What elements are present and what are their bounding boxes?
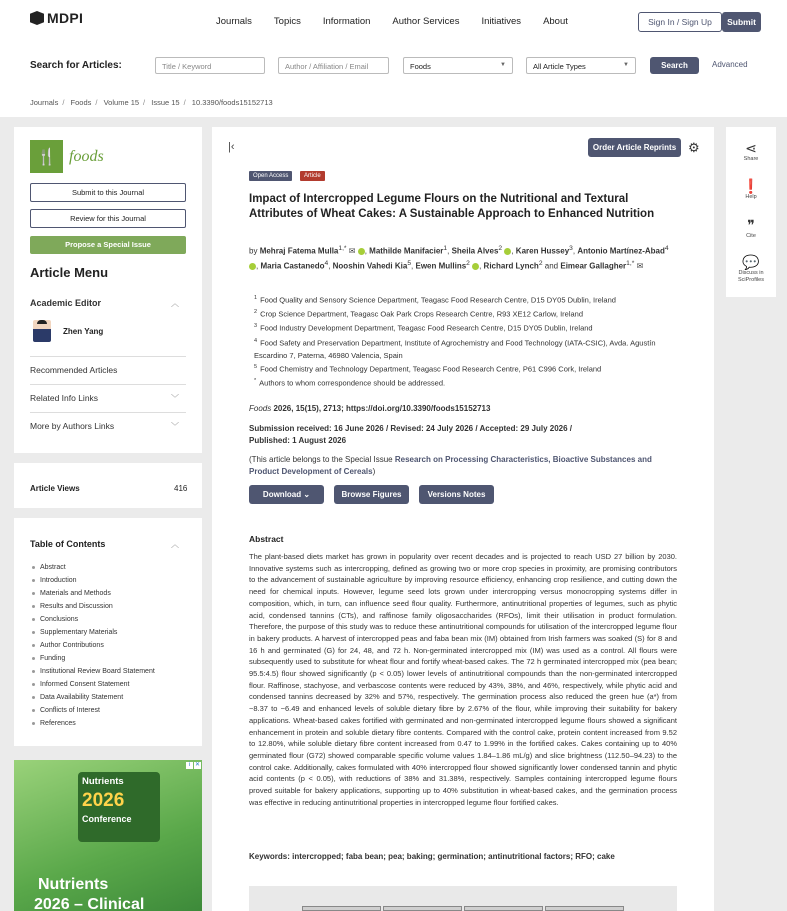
nav-initiatives[interactable]: Initiatives <box>481 16 522 27</box>
article-views-count: 416 <box>174 484 188 493</box>
chevron-up-icon[interactable]: ︿ <box>171 299 179 308</box>
chevron-down-icon: ▼ <box>500 62 506 68</box>
nav-information[interactable]: Information <box>322 16 371 27</box>
related-info-links[interactable]: Related Info Links <box>30 393 99 403</box>
toc-item[interactable]: Informed Consent Statement <box>32 678 155 691</box>
author-link[interactable]: Ewen Mullins <box>415 261 467 271</box>
affiliation: $^1$ Food Quality and Sensory Science Department, Teagasc Food Research Centre, D15 DY05 Dublin, Ireland <box>254 295 616 305</box>
article-title: Impact of Intercropped Legume Flours on the Nutritional and Textural Attributes of Wheat Cakes: A Sustainable Approach to Enhanced Nutrition <box>249 193 655 220</box>
sign-in-button[interactable]: Sign In / Sign Up <box>638 12 722 32</box>
author-link[interactable]: Maria Castanedo <box>260 261 325 271</box>
nav-about[interactable]: About <box>543 16 568 27</box>
special-issue-link[interactable]: Research on Processing Characteristics, Bioactive Substances and Product Development of Cereals <box>249 455 652 476</box>
advanced-search-link[interactable]: Advanced <box>712 60 748 69</box>
editor-name[interactable]: Zhen Yang <box>63 327 104 336</box>
breadcrumb-foods[interactable]: Foods <box>70 98 92 107</box>
top-bar <box>0 0 787 46</box>
article-menu-title: Article Menu <box>30 265 109 280</box>
open-access-badge: Open Access <box>249 171 292 181</box>
breadcrumb-issue[interactable]: Issue 15 <box>151 98 180 107</box>
author-link[interactable]: Mathilde Manifacier <box>369 246 444 256</box>
divider <box>30 384 186 385</box>
nav-journals[interactable]: Journals <box>216 16 252 27</box>
toc-item[interactable]: Data Availability Statement <box>32 691 155 704</box>
affiliation: * Authors to whom correspondence should be addressed. <box>254 378 446 388</box>
author-link[interactable]: Mehraj Fatema Mulla <box>259 246 339 256</box>
toc-item[interactable]: Funding <box>32 652 155 665</box>
divider <box>30 356 186 357</box>
orcid-icon[interactable] <box>358 248 365 255</box>
toc-title[interactable]: Table of Contents <box>30 539 106 549</box>
help-icon: ❗ <box>742 178 760 194</box>
more-by-authors-links[interactable]: More by Authors Links <box>30 421 115 431</box>
browse-figures-button[interactable]: Browse Figures <box>334 485 409 504</box>
propose-special-issue-button[interactable]: Propose a Special Issue <box>30 236 186 254</box>
gear-icon[interactable]: ⚙ <box>688 140 700 155</box>
nav-author-services[interactable]: Author Services <box>392 16 460 27</box>
collapse-sidebar-icon[interactable]: |‹ <box>228 141 235 153</box>
author-link[interactable]: Sheila Alves <box>451 246 499 256</box>
ad-info-icon[interactable]: i <box>186 762 193 769</box>
conference-ad-banner[interactable]: Nutrients 2026 Conference Nutrients 2026 – Clinical i ✕ <box>14 760 202 911</box>
author-list: by Mehraj Fatema Mulla$^{1,*}$ ✉ , Mathilde Manifacier$^1$, Sheila Alves$^2$ , Karen Hussey$^3$, Antonio Martínez-Abad$^4$ , Maria Castanedo$^4$, Nooshin Vahedi Kia$^5$, Ewen Mullins$^2$ , Richard Lynch$^2$ and Eimear Gallagher$^{1,*}$ ✉ <box>249 245 669 271</box>
mdpi-logo[interactable]: MDPI <box>30 10 83 26</box>
review-for-journal-button[interactable]: Review for this Journal <box>30 209 186 228</box>
ad-close-icon[interactable]: ✕ <box>194 762 201 768</box>
citation-line: Foods 2026, 15(15), 2713; https://doi.org/10.3390/foods15152713 <box>249 404 491 413</box>
mail-icon[interactable]: ✉ <box>348 246 356 256</box>
abstract-text: The plant-based diets market has grown in popularity over recent decades and is projected to reach USD 27 billion by 2030. Innovative systems such as intercropping, defined as growing two or more crop species in proximity, are promising contributors to the advancement of sustainable agriculture by improving resource efficiency, enhancing crop resilience, and cutting down the need for chemical inputs. However, legume seed lots grown under intercropping versus monocropping systems differ in composition, which, in turn, can influence seed flour quality. Furthermore, antinutritional properties of legumes, such as phytic acid, condensed tannins (CTs), and raffinose family oligosaccharides (RFOs), limit their utilisation in product formulation. Therefore, the purpose of this study was to reduce these antinutritional compounds for utilisation of the intercropped legume flour in bakery products. A harvest of intercropped peas and faba bean mix (IM) obtained from Irish farmers was soaked (S) for 8 and 16 h and germinated (G) for 24, 48, and 72 h. Non-germinated intercropped mix (IM) was used as a control. All flours were subsequently used to substitute for wheat flour and fortify wheat-based cakes. The 72 h germinated intercropped mix (pea bean; 95.5:4.5) flour showed significantly (p < 0.05) lower levels of antinutritional compounds than the non-germinated intercropped flour. Raffinose, stachyose, and verbascose contents were reduced by 43%, 38%, and 46%, respectively, while phytic acid and condensed tannins decreased by 32% and 57%, respectively. The germination process also reduced the green hue (a*) from −8.37 to −6.49 and enhanced levels of soluble dietary fibre by 2.67% of the flour, while improving their suitability for bakery applications. Wheat-based cakes fortified with germinated and non-germinated intercropped legume flours showed a significant enhancement in protein and soluble dietary fibre contents. Compared with the control cake, protein content increased from 9.52 to 12.80%, while soluble dietary fibre content increased from 0.47 to 1.99% in the fortified cakes. Cakes containing up to 40% germinated flour (G72) showed comparable specific volume values 1.84–1.86 mL/g) and slice brightness (112.50–94.23) to the control cake. Additionally, cakes formulated with 40% intercropped flour showed significantly lower condensed tannin and phytic acid contents (p < 0.05), with reductions of 38% and 31.38%, respectively. Samples containing intercropped legume flours proved suitable for bakery applications, supporting up to 40% substitution in wheat-based cakes, and the germination process was effective in reducing antinutritional properties in intercropped legume flour fortified cakes. <box>249 552 677 807</box>
chevron-down-icon[interactable]: ﹀ <box>171 394 179 403</box>
search-label: Search for Articles: <box>30 60 122 71</box>
download-button[interactable]: Download ⌄ <box>249 485 324 504</box>
affiliation: $^4$ Food Safety and Preservation Department, Institute of Agrochemistry and Food Technology (IATA-CSIC), Avda. Agustín Escardino 7, Paterna, 46980 Valencia, Spain <box>254 338 656 360</box>
journal-logo[interactable]: 🍴 foods <box>30 140 104 173</box>
journal-select[interactable]: Foods ▼ <box>403 57 513 74</box>
toc-item[interactable]: Institutional Review Board Statement <box>32 665 155 678</box>
toc-item[interactable]: Conclusions <box>32 613 155 626</box>
toc-item[interactable]: Supplementary Materials <box>32 626 155 639</box>
cite-tool[interactable]: ❞ Cite <box>726 217 776 240</box>
submit-button[interactable]: Submit <box>722 12 761 32</box>
article-type-select[interactable]: All Article Types ▼ <box>526 57 636 74</box>
author-link[interactable]: Antonio Martínez-Abad <box>577 246 665 256</box>
toc-item[interactable]: Abstract <box>32 561 155 574</box>
toc-item[interactable]: References <box>32 717 155 730</box>
chevron-up-icon[interactable]: ︿ <box>171 540 179 549</box>
affiliation: $^3$ Food Industry Development Department, Teagasc Food Research Centre, D15 DY05 Dublin, Ireland <box>254 323 593 333</box>
breadcrumb: Journals / Foods / Volume 15 / Issue 15 / 10.3390/foods15152713 <box>30 98 273 107</box>
avatar <box>33 320 51 342</box>
divider <box>30 412 186 413</box>
author-affiliation-input[interactable]: Author / Affiliation / Email <box>278 57 389 74</box>
versions-notes-button[interactable]: Versions Notes <box>419 485 494 504</box>
chevron-down-icon: ▼ <box>623 62 629 68</box>
affiliation: $^2$ Crop Science Department, Teagasc Oak Park Crops Research Centre, R93 XE12 Carlow, Ireland <box>254 309 583 319</box>
breadcrumb-volume[interactable]: Volume 15 <box>103 98 140 107</box>
share-icon: ⋖ <box>745 140 757 156</box>
author-link[interactable]: Eimear Gallagher <box>560 261 627 271</box>
abstract-heading: Abstract <box>249 534 284 544</box>
mail-icon[interactable]: ✉ <box>636 261 644 271</box>
academic-editor-toggle[interactable]: Academic Editor <box>30 298 102 308</box>
quote-icon: ❞ <box>747 217 755 233</box>
discuss-tool[interactable]: 💬 Discuss in SciProfiles <box>726 254 776 284</box>
affiliation: $^5$ Food Chemistry and Technology Department, Teagasc Food Research Centre, P61 C996 Cork, Ireland <box>254 364 602 374</box>
main-nav <box>216 16 590 27</box>
nav-topics[interactable]: Topics <box>273 16 301 27</box>
breadcrumb-journals[interactable]: Journals <box>30 98 59 107</box>
article-menu-card <box>14 127 202 453</box>
toc-list <box>32 561 155 730</box>
orcid-icon[interactable] <box>504 248 511 255</box>
search-button[interactable]: Search <box>650 57 699 74</box>
toc-item[interactable]: Author Contributions <box>32 639 155 652</box>
submit-to-journal-button[interactable]: Submit to this Journal <box>30 183 186 202</box>
author-link[interactable]: Nooshin Vahedi Kia <box>332 261 408 271</box>
toc-item[interactable]: Materials and Methods <box>32 587 155 600</box>
toc-item[interactable]: Introduction <box>32 574 155 587</box>
article-type-badge: Article <box>300 171 325 181</box>
special-issue-note: (This article belongs to the Special Issue Research on Processing Characteristics, Bioactive Substances and Product Development of Cereals) <box>249 455 652 476</box>
plate-cutlery-icon: 🍴 <box>30 140 63 173</box>
chevron-down-icon[interactable]: ﹀ <box>171 422 179 431</box>
article-dates: Submission received: 16 June 2026 / Revised: 24 July 2026 / Accepted: 29 July 2026 / Published: 1 August 2026 <box>249 424 572 445</box>
recommended-articles-link[interactable]: Recommended Articles <box>30 365 118 375</box>
toc-item[interactable]: Conflicts of Interest <box>32 704 155 717</box>
figure-thumbnails[interactable] <box>302 906 624 911</box>
order-reprints-button[interactable]: Order Article Reprints <box>588 138 681 157</box>
toc-item[interactable]: Results and Discussion <box>32 600 155 613</box>
article-views-label: Article Views <box>30 484 80 493</box>
help-tool[interactable]: ❗ Help <box>726 178 776 201</box>
title-keyword-input[interactable]: Title / Keyword <box>155 57 265 74</box>
mdpi-logo-icon <box>30 11 44 25</box>
chat-icon: 💬 <box>742 254 760 270</box>
author-link[interactable]: Richard Lynch <box>483 261 539 271</box>
share-tool[interactable]: ⋖ Share <box>726 140 776 163</box>
orcid-icon[interactable] <box>472 263 479 270</box>
orcid-icon[interactable] <box>249 263 256 270</box>
keywords: Keywords: intercropped; faba bean; pea; baking; germination; antinutritional factors; RFO; cake <box>249 852 615 861</box>
author-link[interactable]: Karen Hussey <box>515 246 570 256</box>
breadcrumb-doi: 10.3390/foods15152713 <box>191 98 273 107</box>
